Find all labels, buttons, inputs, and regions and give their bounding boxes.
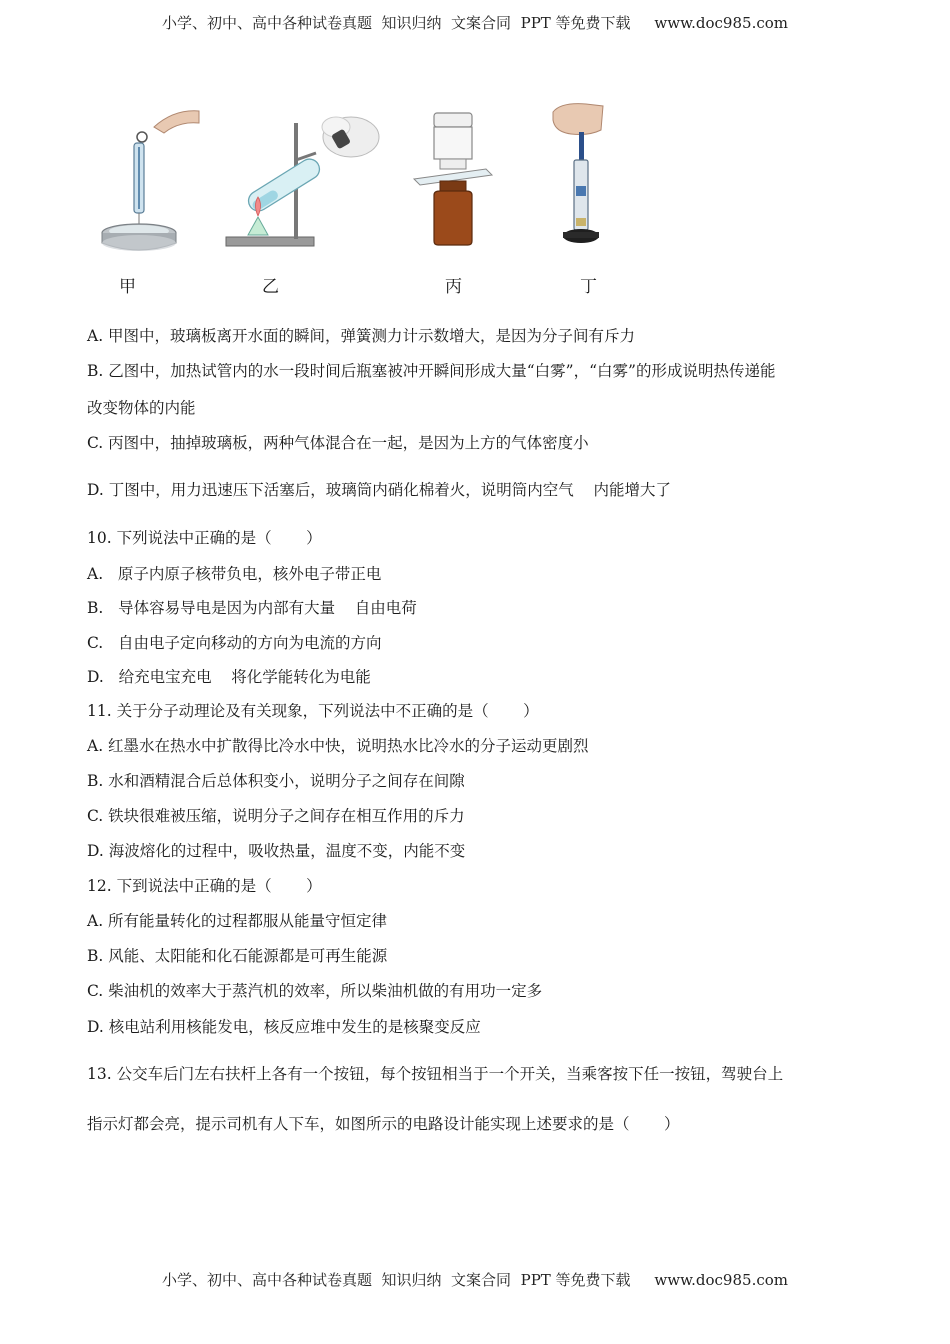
figure-jia — [94, 105, 204, 255]
q12-option-b: B. 风能、太阳能和化石能源都是可再生能源 — [87, 947, 388, 965]
q11-option-d: D. 海波熔化的过程中，吸收热量，温度不变，内能不变 — [87, 842, 466, 860]
q9-option-a: A. 甲图中，玻璃板离开水面的瞬间，弹簧测力计示数增大，是因为分子间有斥力 — [87, 327, 636, 345]
q9-option-b: B. 乙图中，加热试管内的水一段时间后瓶塞被冲开瞬间形成大量“白雾”，“白雾”的形成说明热传递能 — [87, 362, 776, 380]
figure-yi — [216, 105, 386, 255]
page-header: 小学、初中、高中各种试卷真题 知识归纳 文案合同 PPT 等免费下载 www.doc985.com — [161, 14, 788, 32]
q12-option-d: D. 核电站利用核能发电，核反应堆中发生的是核聚变反应 — [87, 1018, 481, 1036]
figure-bing — [404, 105, 504, 255]
q11-stem: 11. 关于分子动理论及有关现象，下列说法中不正确的是（ ） — [87, 702, 539, 720]
q9-option-d: D. 丁图中，用力迅速压下活塞后，玻璃筒内硝化棉着火，说明筒内空气 内能增大了 — [87, 481, 671, 499]
q12-option-a: A. 所有能量转化的过程都服从能量守恒定律 — [87, 912, 388, 930]
q11-option-b: B. 水和酒精混合后总体积变小，说明分子之间存在间隙 — [87, 772, 465, 790]
figure-ding — [541, 100, 621, 255]
page-footer: 小学、初中、高中各种试卷真题 知识归纳 文案合同 PPT 等免费下载 www.doc985.com — [161, 1271, 788, 1289]
q13-stem-line1: 13. 公交车后门左右扶杆上各有一个按钮，每个按钮相当于一个开关，当乘客按下任一按钮，驾驶台上 — [87, 1065, 784, 1083]
q10-option-c: C. 自由电子定向移动的方向为电流的方向 — [87, 634, 382, 652]
figure-label-bing: 丙 — [445, 277, 462, 297]
figure-label-jia: 甲 — [119, 277, 136, 297]
q10-stem: 10. 下列说法中正确的是（ ） — [87, 529, 322, 547]
q13-stem-line2: 指示灯都会亮，提示司机有人下车，如图所示的电路设计能实现上述要求的是（ ） — [87, 1115, 680, 1133]
q9-option-c: C. 丙图中，抽掉玻璃板，两种气体混合在一起，是因为上方的气体密度小 — [87, 434, 589, 452]
q9-option-b-cont: 改变物体的内能 — [87, 399, 196, 417]
q10-option-a: A. 原子内原子核带负电，核外电子带正电 — [87, 565, 382, 583]
q11-option-a: A. 红墨水在热水中扩散得比冷水中快，说明热水比冷水的分子运动更剧烈 — [87, 737, 589, 755]
q10-option-d: D. 给充电宝充电 将化学能转化为电能 — [87, 668, 371, 686]
q10-option-b: B. 导体容易导电是因为内部有大量 自由电荷 — [87, 599, 417, 617]
q12-option-c: C. 柴油机的效率大于蒸汽机的效率，所以柴油机做的有用功一定多 — [87, 982, 543, 1000]
q11-option-c: C. 铁块很难被压缩，说明分子之间存在相互作用的斥力 — [87, 807, 465, 825]
q12-stem: 12. 下到说法中正确的是（ ） — [87, 877, 322, 895]
figure-label-ding: 丁 — [580, 277, 597, 297]
experiment-figures — [86, 100, 646, 300]
figure-label-yi: 乙 — [262, 277, 279, 297]
